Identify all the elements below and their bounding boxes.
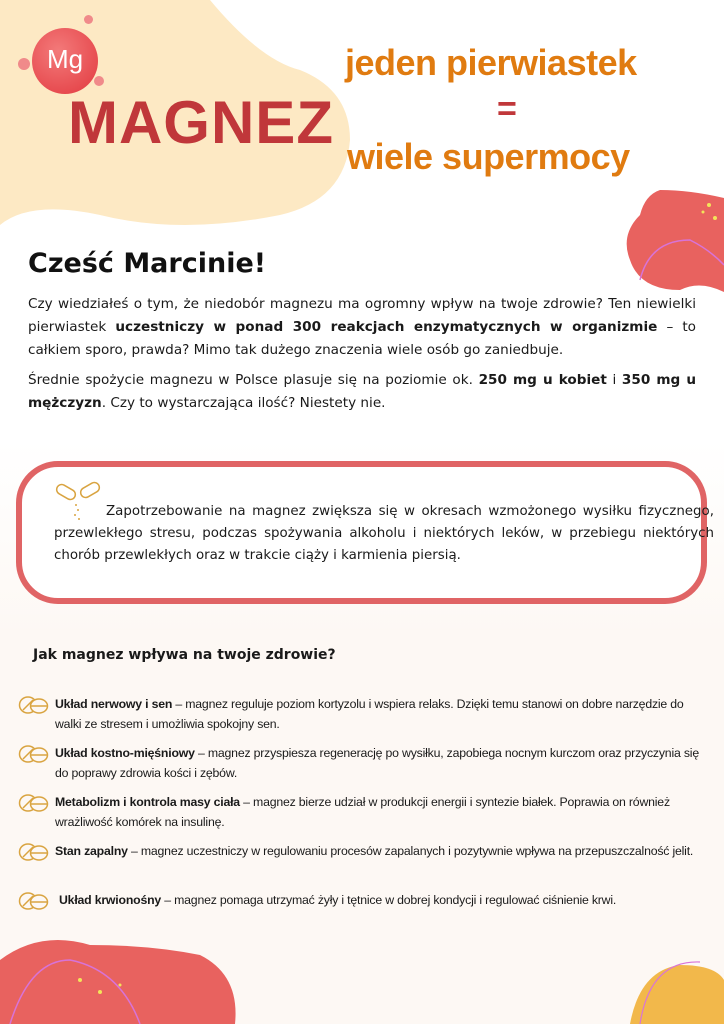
text: Czy wiedziałeś o tym, że niedobór magnezu ma ogromny wpływ na twoje zdrowie? Ten niewielki pierwiastek bbox=[28, 296, 696, 335]
benefit-item bbox=[18, 694, 708, 734]
pill-icon bbox=[18, 891, 49, 911]
benefit-title: Układ nerwowy i sen bbox=[55, 697, 173, 711]
mg-badge-label: Mg bbox=[46, 44, 84, 74]
benefit-title: Stan zapalny bbox=[55, 844, 128, 858]
benefit-title: Układ kostno-mięśniowy bbox=[55, 746, 195, 760]
intro-paragraph-1 bbox=[28, 293, 696, 362]
benefit-description: – magnez przyspiesza regenerację po wysiłku, zapobiega nocnym kurczom oraz przyczynia się do poprawy zdrowia kości i zębów. bbox=[55, 746, 699, 780]
text: Średnie spożycie magnezu w Polsce plasuje się na poziomie ok. bbox=[28, 372, 479, 388]
mg-badge bbox=[32, 28, 98, 94]
benefit-title: Układ krwionośny bbox=[59, 893, 162, 907]
greeting-heading: Cześć Marcinie! bbox=[28, 248, 267, 279]
benefit-description: – magnez uczestniczy w regulowaniu procesów zapalanych i pozytywnie wpływa na przepuszczalność jelit. bbox=[127, 844, 694, 858]
pill-icon bbox=[18, 793, 49, 813]
pill-icon bbox=[18, 695, 49, 715]
bold-text: 250 mg u kobiet bbox=[478, 372, 607, 388]
section-heading: Jak magnez wpływa na twoje zdrowie? bbox=[33, 647, 336, 663]
text: . Czy to wystarczająca ilość? Niestety nie. bbox=[101, 395, 386, 411]
bubble-decor bbox=[94, 76, 104, 86]
benefit-description: – magnez reguluje poziom kortyzolu i wspiera relaks. Dzięki temu stanowi on dobre narzędzie do walki ze stresem i umożliwia spokojny sen. bbox=[55, 697, 684, 731]
benefit-description: – magnez bierze udział w produkcji energii i syntezie białek. Poprawia on również wrażliwość komórek na insulinę. bbox=[55, 795, 670, 829]
callout-text: Zapotrzebowanie na magnez zwiększa się w okresach wzmożonego wysiłku fizycznego, przewlekłego stresu, podczas spożywania alkoholu i niektórych leków, w przebiegu niektórych chorób przewlekłych oraz w trakcie ciąży i karmienia piersią. bbox=[54, 504, 714, 563]
benefit-description: – magnez pomaga utrzymać żyły i tętnice w dobrej kondycji i regulować ciśnienie krwi. bbox=[161, 893, 617, 907]
pill-icon bbox=[18, 842, 49, 862]
benefit-text bbox=[55, 743, 708, 783]
benefit-title: Metabolizm i kontrola masy ciała bbox=[55, 795, 240, 809]
bubble-decor bbox=[84, 15, 93, 24]
tagline-bottom: wiele supermocy bbox=[347, 136, 630, 177]
callout-box bbox=[16, 461, 714, 604]
benefit-item bbox=[18, 890, 708, 911]
pill-icon bbox=[18, 744, 49, 764]
main-title: MAGNEZ bbox=[68, 89, 334, 156]
benefit-text bbox=[55, 841, 693, 862]
text: – to całkiem sporo, prawda? Mimo tak dużego znaczenia wiele osób go zaniedbuje. bbox=[28, 319, 696, 358]
bold-text: uczestniczy w ponad 300 reakcjach enzymatycznych w organizmie bbox=[115, 319, 658, 335]
bold-text: 350 mg u mężczyzn bbox=[28, 372, 696, 411]
bubble-decor bbox=[18, 58, 30, 70]
benefit-item bbox=[18, 841, 708, 862]
benefit-text bbox=[55, 792, 708, 832]
tagline-top: jeden pierwiastek bbox=[345, 42, 637, 83]
tagline-equals: = bbox=[497, 90, 517, 128]
text: i bbox=[606, 372, 622, 388]
benefit-text bbox=[55, 694, 708, 734]
benefit-item bbox=[18, 743, 708, 783]
benefit-text bbox=[59, 890, 616, 911]
benefit-item bbox=[18, 792, 708, 832]
intro-paragraph-2 bbox=[28, 369, 696, 415]
